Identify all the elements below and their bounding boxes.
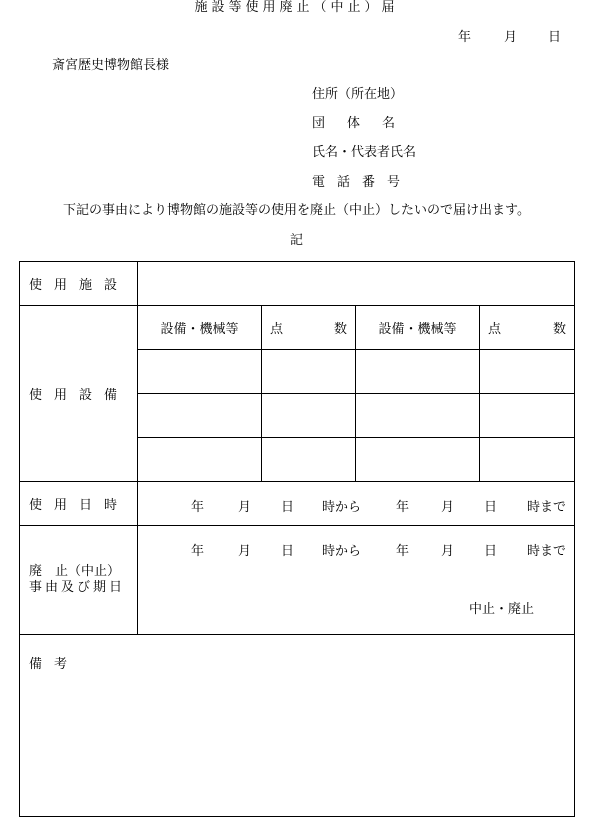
form-title: 施設等使用廃止（中止）届 (194, 0, 399, 15)
dt-day-2: 日 (484, 499, 498, 515)
remarks-label: 備考 (29, 657, 80, 672)
count-cell[interactable] (480, 394, 575, 438)
rs-day: 日 (281, 544, 295, 559)
reason-label-line-1: 廃 止（中止） (29, 564, 121, 579)
count-header-2-right: 数 (552, 322, 566, 337)
rs-day-2: 日 (484, 544, 498, 559)
facility-row (20, 262, 575, 306)
rs-from: 時から (322, 544, 362, 559)
equipment-cell[interactable] (356, 438, 480, 482)
equipment-cell[interactable] (356, 394, 480, 438)
reason-choice: 中止・廃止 (469, 602, 535, 617)
rs-year: 年 (191, 544, 205, 559)
ki-heading: 記 (289, 233, 303, 248)
date-month-label: 月 (504, 30, 518, 45)
dt-year: 年 (191, 499, 205, 515)
remarks-row (20, 635, 575, 817)
dt-month-2: 月 (441, 499, 455, 515)
equipment-header-1: 設備・機械等 (138, 306, 262, 350)
reason-label-line-2: 事由及び期日 (29, 580, 126, 595)
rs-year-2: 年 (396, 544, 410, 559)
equipment-header-row (20, 306, 575, 350)
facility-field[interactable] (138, 262, 575, 306)
applicant-organization-label: 団体名 (312, 116, 418, 131)
count-cell[interactable] (262, 350, 356, 394)
applicant-name-label: 氏名・代表者氏名 (312, 145, 417, 160)
dt-month: 月 (238, 499, 252, 515)
count-header-2 (480, 306, 575, 350)
equipment-cell[interactable] (138, 394, 262, 438)
remarks-field[interactable] (20, 635, 575, 817)
intro-statement: 下記の事由により博物館の施設等の使用を廃止（中止）したいので届け出ます。 (63, 203, 530, 218)
datetime-field[interactable] (138, 482, 575, 526)
usage-form-table (19, 261, 575, 817)
equipment-header-2: 設備・機械等 (356, 306, 480, 350)
count-cell[interactable] (480, 350, 575, 394)
addressee: 斎宮歴史博物館長様 (52, 58, 170, 73)
count-cell[interactable] (480, 438, 575, 482)
facility-label: 使用施設 (20, 262, 138, 306)
rs-until: 時まで (527, 544, 567, 559)
equipment-cell[interactable] (138, 350, 262, 394)
count-header-1-left: 点 (270, 322, 284, 337)
count-header-1-right: 数 (333, 322, 347, 337)
dt-year-2: 年 (396, 499, 410, 515)
reason-datetime-text (138, 540, 574, 559)
reason-field[interactable] (138, 526, 575, 635)
rs-month: 月 (238, 544, 252, 559)
datetime-text (138, 496, 574, 515)
dt-from: 時から (322, 499, 362, 515)
applicant-address-label: 住所（所在地） (312, 87, 404, 102)
equipment-label: 使用設備 (20, 306, 138, 482)
count-header-2-left: 点 (488, 322, 502, 337)
reason-choice-row (138, 598, 574, 617)
datetime-label: 使用日時 (20, 482, 138, 526)
datetime-row (20, 482, 575, 526)
dt-day: 日 (281, 499, 295, 515)
reason-label (20, 526, 138, 635)
date-year-label: 年 (458, 30, 472, 45)
equipment-cell[interactable] (356, 350, 480, 394)
dt-until: 時まで (527, 499, 567, 515)
applicant-phone-label: 電話番号 (312, 175, 413, 190)
rs-month-2: 月 (441, 544, 455, 559)
count-cell[interactable] (262, 438, 356, 482)
date-day-label: 日 (548, 30, 562, 45)
reason-row (20, 526, 575, 635)
equipment-cell[interactable] (138, 438, 262, 482)
count-header-1 (262, 306, 356, 350)
count-cell[interactable] (262, 394, 356, 438)
